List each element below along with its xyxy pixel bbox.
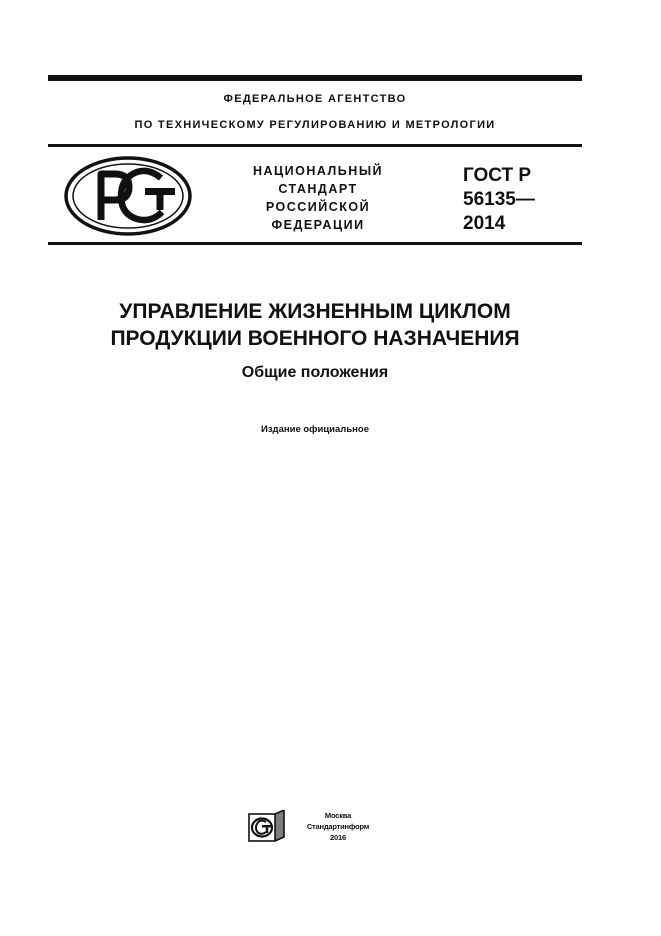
document-title <box>48 298 582 352</box>
agency-name-line-2: ПО ТЕХНИЧЕСКОМУ РЕГУЛИРОВАНИЮ И МЕТРОЛОГИИ <box>134 119 496 131</box>
document-subtitle: Общие положения <box>241 364 389 381</box>
document-title-line-1: УПРАВЛЕНИЕ ЖИЗНЕННЫМ ЦИКЛОМ <box>119 300 511 323</box>
standard-type-line-3: РОССИЙСКОЙ <box>265 200 371 214</box>
publisher-name: Стандартинформ <box>306 822 370 831</box>
standartinform-logo-icon <box>248 810 286 842</box>
standard-type-line-4: ФЕДЕРАЦИИ <box>271 218 365 232</box>
publisher-year: 2016 <box>330 833 346 842</box>
publisher-city: Москва <box>324 811 352 820</box>
edition-note: Издание официальное <box>261 424 369 435</box>
document-title-line-2: ПРОДУКЦИИ ВОЕННОГО НАЗНАЧЕНИЯ <box>110 327 520 350</box>
standard-code-line-1: ГОСТ Р <box>463 165 532 186</box>
middle-rule <box>48 144 582 147</box>
rst-gost-r-logo-icon <box>63 156 193 236</box>
standard-code <box>463 164 535 236</box>
agency-name-line-1: ФЕДЕРАЛЬНОЕ АГЕНТСТВО <box>223 93 407 105</box>
standard-type-line-2: СТАНДАРТ <box>278 182 358 196</box>
top-rule <box>48 75 582 81</box>
standard-type-line-1: НАЦИОНАЛЬНЫЙ <box>252 164 384 178</box>
standard-code-line-2: 56135— <box>463 189 535 210</box>
publisher-imprint <box>296 810 380 843</box>
standard-code-line-3: 2014 <box>463 213 506 234</box>
bottom-rule <box>48 242 582 245</box>
standard-type-label <box>218 162 418 234</box>
